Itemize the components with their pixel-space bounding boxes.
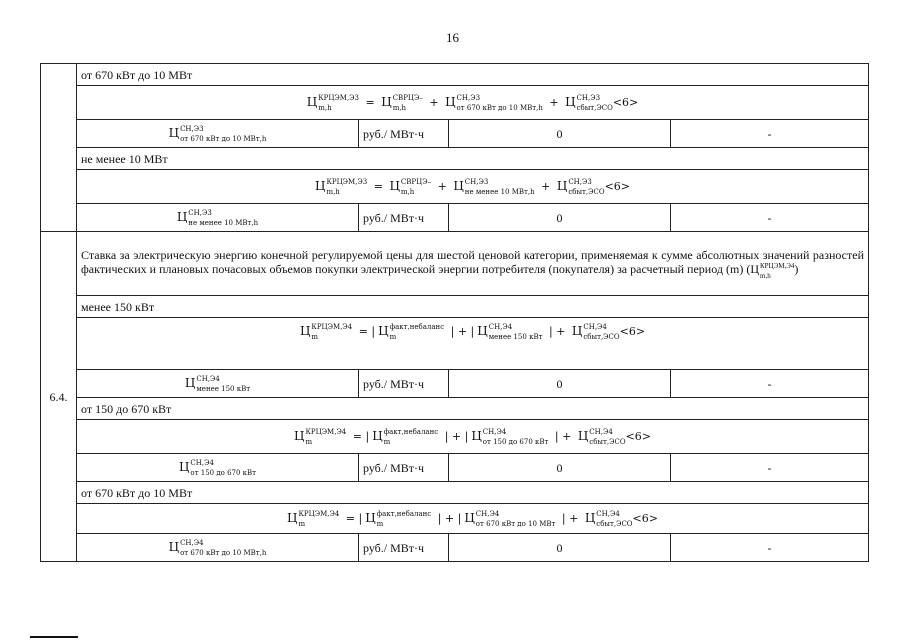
value-cell: 0	[449, 370, 671, 398]
value-row	[41, 370, 869, 398]
dash-cell: -	[671, 204, 869, 232]
symbol-cell: Ц СН,Э4 от 670 кВт до 10 МВт,h	[77, 534, 359, 562]
unit-cell: руб./ МВт·ч	[359, 204, 449, 232]
row-number-cell	[41, 64, 77, 232]
dash-cell: -	[671, 454, 869, 482]
page-number: 16	[446, 30, 459, 45]
dash-cell: -	[671, 534, 869, 562]
section-title: от 150 до 670 кВт	[77, 398, 869, 420]
formula-row	[41, 170, 869, 204]
item-description: Ставка за электрическую энергию конечной регулируемой цены для шестой ценовой категории, применяемая к сумме абсолютных значений разностей фактических и плановых почасовых объемов покупки электрической энергии потребителя (покупателя) за расчетный период (m) (Ц КРЦЭМ,Э4 m,h )	[77, 232, 869, 296]
section-header-row	[41, 148, 869, 170]
formula-row	[41, 420, 869, 454]
section-title: не менее 10 МВт	[77, 148, 869, 170]
formula: Ц КРЦЭМ,Э4 m = | Ц факт,небаланс m | + | Ц СН,Э4 менее 150 кВт | + Ц СН,Э4 сбыт,ЭСО <6>	[77, 318, 869, 370]
tariff-table	[40, 63, 869, 562]
scan-edge-mark	[30, 636, 78, 638]
unit-cell: руб./ МВт·ч	[359, 120, 449, 148]
section-title: от 670 кВт до 10 МВт	[77, 64, 869, 86]
formula: Ц КРЦЭМ,Э4 m = | Ц факт,небаланс m | + | Ц СН,Э4 от 150 до 670 кВт | + Ц СН,Э4 сбыт,ЭСО <6>	[77, 420, 869, 454]
value-row	[41, 120, 869, 148]
item-number: 6.4.	[41, 232, 77, 562]
dash-cell: -	[671, 370, 869, 398]
value-row	[41, 204, 869, 232]
symbol-cell: Ц СН,Э3 от 670 кВт до 10 МВт,h	[77, 120, 359, 148]
symbol-cell: Ц СН,Э4 менее 150 кВт	[77, 370, 359, 398]
value-cell: 0	[449, 534, 671, 562]
section-header-row	[41, 482, 869, 504]
unit-cell: руб./ МВт·ч	[359, 454, 449, 482]
value-cell: 0	[449, 120, 671, 148]
value-row	[41, 454, 869, 482]
formula: Ц КРЦЭМ,Э3 m,h = Ц СВРЦЭ– m,h + Ц СН,Э3 от 670 кВт до 10 МВт,h + Ц СН,Э3 сбыт,ЭСО <6>	[77, 86, 869, 120]
value-cell: 0	[449, 454, 671, 482]
dash-cell: -	[671, 120, 869, 148]
formula: Ц КРЦЭМ,Э3 m,h = Ц СВРЦЭ– m,h + Ц СН,Э3 не менее 10 МВт,h + Ц СН,Э3 сбыт,ЭСО <6>	[77, 170, 869, 204]
unit-cell: руб./ МВт·ч	[359, 370, 449, 398]
value-cell: 0	[449, 204, 671, 232]
section-header-row	[41, 64, 869, 86]
section-header-row	[41, 398, 869, 420]
symbol-cell: Ц СН,Э3 не менее 10 МВт,h	[77, 204, 359, 232]
symbol-cell: Ц СН,Э4 от 150 до 670 кВт	[77, 454, 359, 482]
section-title: менее 150 кВт	[77, 296, 869, 318]
formula: Ц КРЦЭМ,Э4 m = | Ц факт,небаланс m | + | Ц СН,Э4 от 670 кВт до 10 МВт | + Ц СН,Э4 сбыт,ЭСО <6>	[77, 504, 869, 534]
section-header-row	[41, 296, 869, 318]
value-row	[41, 534, 869, 562]
formula-row	[41, 318, 869, 370]
section-title: от 670 кВт до 10 МВт	[77, 482, 869, 504]
formula-row	[41, 504, 869, 534]
formula-row	[41, 86, 869, 120]
unit-cell: руб./ МВт·ч	[359, 534, 449, 562]
item-row	[41, 232, 869, 296]
